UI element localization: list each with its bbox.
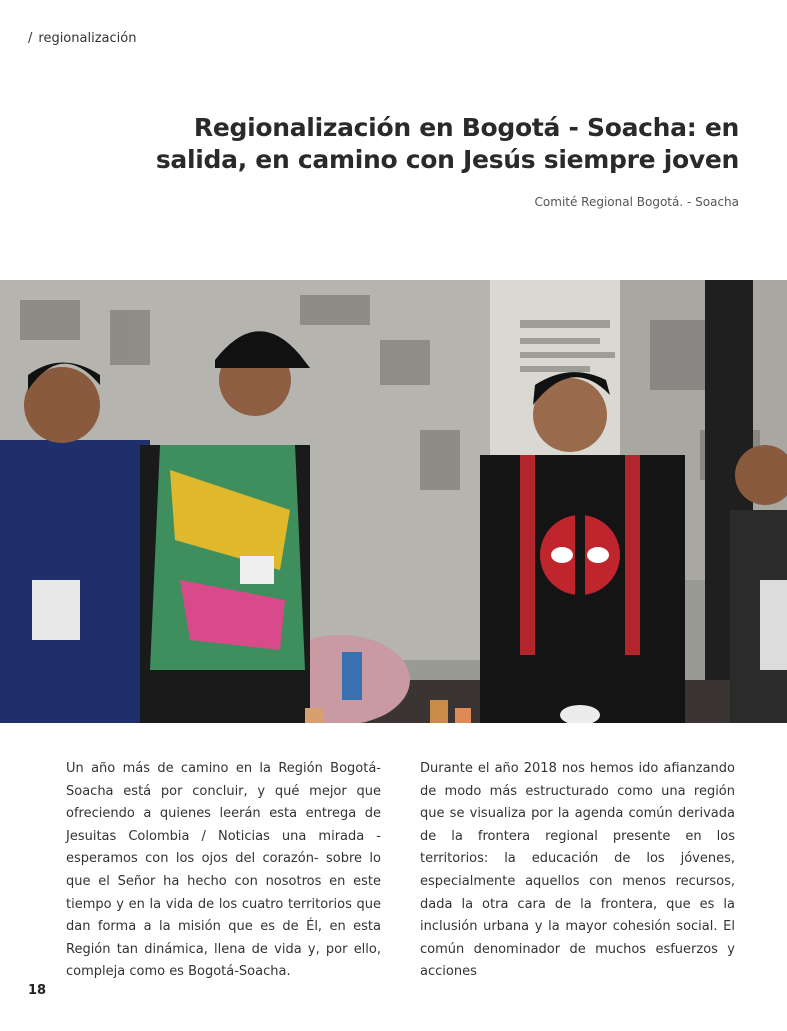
section-label: regionalización [38, 31, 137, 46]
section-tag [28, 31, 136, 46]
body-column-right: Durante el año 2018 nos hemos ido afianzando de modo más estructurado como una región que se visualiza por la agenda común derivada de la frontera regional presente en los territorios: la educación de los jóvenes, especialmente aquellos con menos recursos, dada la otra cara de la frontera, que es la inclusión urbana y la mayor cohesión social. El común denominador de muchos esfuerzos y acciones [420, 761, 735, 980]
article-photo [0, 280, 787, 723]
article-author: Comité Regional Bogotá. - Soacha [534, 195, 739, 209]
section-slash: / [28, 31, 33, 46]
article-title: Regionalización en Bogotá - Soacha: en salida, en camino con Jesús siempre joven [155, 113, 739, 174]
body-column-left: Un año más de camino en la Región Bogotá-Soacha está por concluir, y qué mejor que ofreciendo a quienes leerán esta entrega de Jesuitas Colombia / Noticias una mirada -esperamos con los ojos del corazón- sobre lo que el Señor ha hecho con nosotros en este tiempo y en la vida de los cuatro territorios que dan forma a la misión que es de Él, en esta Región tan dinámica, llena de vida y, por ello, compleja como es Bogotá-Soacha. [66, 761, 381, 980]
page-number: 18 [28, 983, 47, 998]
